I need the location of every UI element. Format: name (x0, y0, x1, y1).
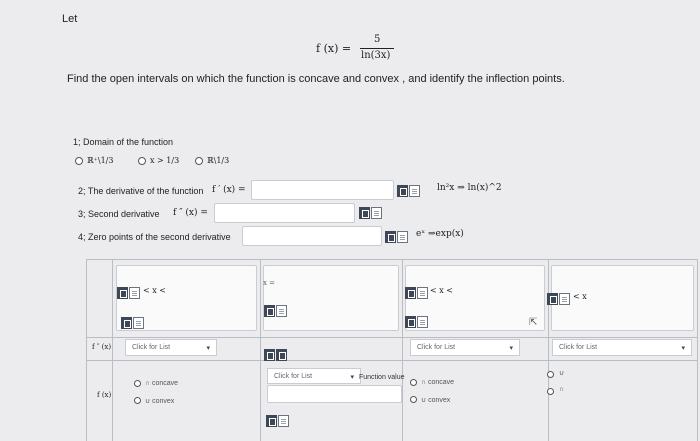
interval-2-header: < x < (430, 286, 454, 295)
sign-select-col1[interactable] (125, 339, 217, 356)
function-value-input[interactable] (267, 385, 402, 403)
zero-points-input[interactable] (242, 226, 382, 246)
convex-radio-col3[interactable] (410, 396, 417, 403)
text-editor-icon[interactable] (409, 185, 420, 197)
text-editor-icon[interactable] (559, 293, 570, 305)
sign-select-col4[interactable] (552, 339, 692, 356)
sign-select-col3[interactable] (410, 339, 520, 356)
convex-radio-col4[interactable] (547, 371, 554, 378)
concave-label: ∩ concave (145, 380, 179, 387)
equation-editor-icon[interactable] (547, 293, 558, 305)
domain-option-2-label: x > 1/3 (150, 156, 180, 165)
intro-text: Let (62, 13, 78, 25)
convex-radio-col1[interactable] (134, 397, 141, 404)
chevron-down-icon: ▾ (509, 345, 513, 352)
equation-editor-icon[interactable] (397, 185, 408, 197)
col4-option-1-label: ∪ (559, 370, 565, 377)
step1-label: 1; Domain of the function (73, 137, 174, 147)
text-editor-icon[interactable] (133, 317, 144, 329)
domain-option-1-radio[interactable] (75, 157, 83, 165)
function-value-select[interactable] (267, 368, 361, 384)
step3-expr: f ″ (x) = (173, 208, 208, 218)
function-numerator: 5 (374, 34, 381, 45)
equation-editor-icon[interactable] (385, 231, 396, 243)
function-value-label: Function value (359, 374, 405, 381)
equation-editor-icon[interactable] (276, 349, 287, 361)
text-editor-icon[interactable] (276, 305, 287, 317)
text-editor-icon[interactable] (417, 287, 428, 299)
equation-editor-icon[interactable] (405, 316, 416, 328)
col4-option-2-label: ∩ (559, 386, 565, 393)
fraction-bar (360, 48, 394, 49)
text-editor-icon[interactable] (371, 207, 382, 219)
text-editor-icon[interactable] (129, 287, 140, 299)
concave-radio-col4[interactable] (547, 388, 554, 395)
concave-radio-col3[interactable] (410, 379, 417, 386)
chevron-down-icon: ▾ (350, 374, 354, 381)
text-editor-icon[interactable] (397, 231, 408, 243)
chevron-down-icon: ▾ (206, 345, 210, 352)
function-lhs: f (x) = (316, 42, 352, 55)
step3-label: 3; Second derivative (78, 209, 160, 219)
concave-radio-col1[interactable] (134, 380, 141, 387)
interval-3-header: < x (573, 292, 587, 301)
interval-1-header: < x < (143, 286, 167, 295)
select-placeholder: Click for List (417, 344, 456, 351)
domain-options (75, 156, 255, 168)
equation-editor-icon[interactable] (264, 349, 275, 361)
inflection-x-cell (263, 265, 399, 331)
domain-option-1-label: ℝ⁺\1/3 (87, 156, 114, 165)
equation-editor-icon[interactable] (117, 287, 128, 299)
equation-editor-icon[interactable] (359, 207, 370, 219)
row-function-label: f (x) (97, 391, 112, 399)
domain-option-3-radio[interactable] (195, 157, 203, 165)
domain-option-2-radio[interactable] (138, 157, 146, 165)
select-placeholder: Click for List (132, 344, 171, 351)
convex-label: ∪ convex (421, 397, 451, 404)
step2-expr: f ′ (x) = (212, 185, 246, 195)
second-derivative-input[interactable] (214, 203, 355, 223)
cursor-icon: ⇱ (529, 317, 538, 328)
equation-editor-icon[interactable] (264, 305, 275, 317)
select-placeholder: Click for List (274, 373, 313, 380)
chevron-down-icon: ▾ (681, 345, 685, 352)
sign-table (86, 259, 700, 441)
select-placeholder: Click for List (559, 344, 598, 351)
step2-hint: ln²x ⇒ ln(x)^2 (437, 183, 502, 193)
domain-option-3-label: ℝ\1/3 (207, 156, 230, 165)
question-text: Find the open intervals on which the function is concave and convex , and identify the inflection points. (67, 73, 565, 85)
equation-editor-icon[interactable] (405, 287, 416, 299)
text-editor-icon[interactable] (417, 316, 428, 328)
function-denominator: ln(3x) (361, 50, 391, 61)
text-editor-icon[interactable] (278, 415, 289, 427)
step2-label: 2; The derivative of the function (78, 186, 204, 196)
row-second-derivative-label: f ″ (x) (92, 343, 112, 351)
concave-label: ∩ concave (421, 379, 455, 386)
convex-label: ∪ convex (145, 398, 175, 405)
equation-editor-icon[interactable] (121, 317, 132, 329)
derivative-input[interactable] (251, 180, 394, 200)
equation-editor-icon[interactable] (266, 415, 277, 427)
step4-hint: eˣ ⇒exp(x) (416, 229, 464, 239)
inflection-x-header: x = (263, 279, 276, 287)
step4-label: 4; Zero points of the second derivative (78, 232, 231, 242)
